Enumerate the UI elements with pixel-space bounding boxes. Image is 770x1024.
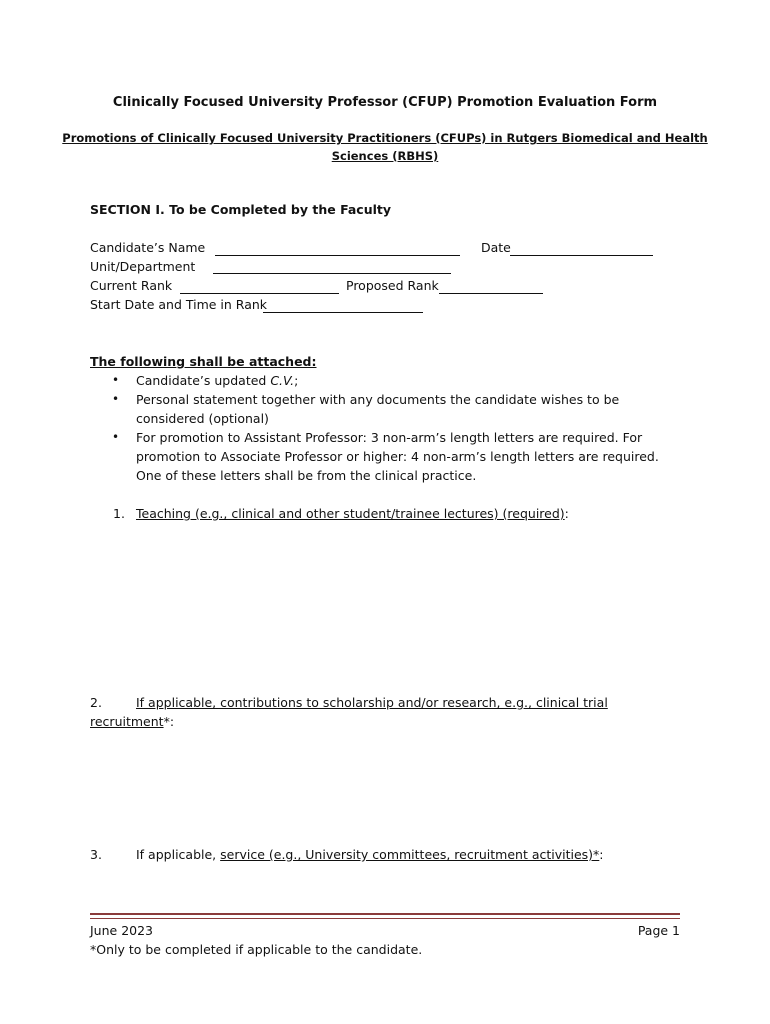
candidate-name-label: Candidate’s Name bbox=[90, 240, 206, 255]
q2-prompt-line1: If applicable, contributions to scholarship and/or research, e.g., clinical trial bbox=[136, 695, 608, 710]
form-title: Clinically Focused University Professor (CFUP) Promotion Evaluation Form bbox=[112, 95, 658, 110]
q1-prompt: Teaching (e.g., clinical and other student/trainee lectures) (required): bbox=[136, 506, 569, 521]
proposed-rank-field[interactable] bbox=[439, 293, 543, 294]
attachment-item-letters-line3: One of these letters shall be from the clinical practice. bbox=[136, 468, 477, 483]
footer-page-number: Page 1 bbox=[637, 923, 680, 938]
unit-label: Unit/Department bbox=[90, 259, 196, 274]
footer-note: *Only to be completed if applicable to the candidate. bbox=[90, 942, 423, 957]
attachment-item-letters-line1: For promotion to Assistant Professor: 3 non-arm’s length letters are required. For bbox=[136, 430, 643, 445]
q2-prompt-line2: recruitment*: bbox=[90, 714, 175, 729]
section1-heading: SECTION I. To be Completed by the Faculty bbox=[90, 202, 392, 217]
attachment-item-statement-line1: Personal statement together with any documents the candidate wishes to be bbox=[136, 392, 620, 407]
start-date-field[interactable] bbox=[263, 312, 423, 313]
footer-rule-thick bbox=[90, 913, 680, 915]
proposed-rank-label: Proposed Rank bbox=[346, 278, 439, 293]
q2-number: 2. bbox=[90, 695, 102, 710]
attachment-item-letters-line2: promotion to Associate Professor or higher: 4 non-arm’s length letters are required. bbox=[136, 449, 659, 464]
start-date-label: Start Date and Time in Rank bbox=[90, 297, 268, 312]
bullet-icon: • bbox=[112, 373, 120, 387]
attachment-item-statement-line2: considered (optional) bbox=[136, 411, 269, 426]
date-field[interactable] bbox=[510, 255, 653, 256]
attachments-heading: The following shall be attached: bbox=[90, 354, 317, 369]
current-rank-label: Current Rank bbox=[90, 278, 173, 293]
attachment-item-cv: Candidate’s updated C.V.; bbox=[136, 373, 299, 388]
form-subtitle-line1: Promotions of Clinically Focused University Practitioners (CFUPs) in Rutgers Biomedical and Health bbox=[62, 131, 708, 145]
unit-field[interactable] bbox=[213, 273, 451, 274]
q1-number: 1. bbox=[113, 506, 125, 521]
bullet-icon: • bbox=[112, 430, 120, 444]
q3-prompt: If applicable, service (e.g., University committees, recruitment activities)*: bbox=[136, 847, 604, 862]
footer-date: June 2023 bbox=[90, 923, 154, 938]
q3-number: 3. bbox=[90, 847, 102, 862]
footer-rule-thin bbox=[90, 918, 680, 919]
bullet-icon: • bbox=[112, 392, 120, 406]
current-rank-field[interactable] bbox=[180, 293, 339, 294]
date-label: Date bbox=[481, 240, 511, 255]
candidate-name-field[interactable] bbox=[215, 255, 460, 256]
form-subtitle-line2: Sciences (RBHS) bbox=[331, 149, 439, 163]
